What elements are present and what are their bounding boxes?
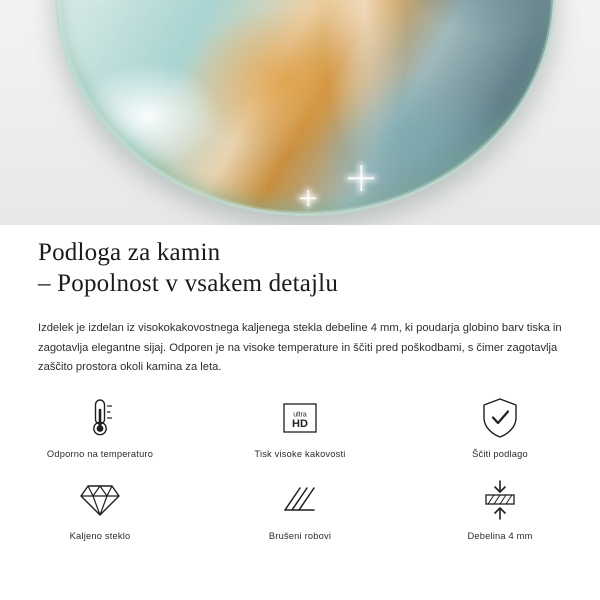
feature-label: Kaljeno steklo [69, 531, 131, 541]
svg-text:ultra: ultra [293, 411, 307, 419]
svg-text:HD: HD [292, 418, 308, 430]
diamond-icon [79, 477, 121, 523]
marble-artwork [58, 0, 553, 213]
feature-grid [0, 395, 600, 541]
feature-label: Ščiti podlago [472, 449, 528, 459]
hero-image [0, 0, 600, 225]
feature-item-polished-edges [200, 477, 400, 541]
thermometer-icon [83, 395, 117, 441]
feature-item-print-quality [200, 395, 400, 459]
feature-label: Odporno na temperaturo [46, 449, 154, 459]
feature-item-protects-surface [400, 395, 600, 459]
thickness-arrows-icon [480, 477, 520, 523]
feature-item-tempered-glass [0, 477, 200, 541]
polished-edges-icon [280, 477, 320, 523]
ultra-hd-icon [280, 395, 320, 441]
feature-label: Brušeni robovi [268, 531, 332, 541]
shield-check-icon [480, 395, 520, 441]
page-title [0, 225, 600, 299]
headline-line-1: Podloga za kamin [38, 239, 221, 266]
feature-item-temperature [0, 395, 200, 459]
glass-panel-product-image [55, 0, 556, 216]
feature-label: Debelina 4 mm [467, 531, 533, 541]
content-block [0, 225, 600, 378]
feature-label: Tisk visoke kakovosti [254, 449, 346, 459]
description-paragraph: Izdelek je izdelan iz visokokakovostnega kaljenega stekla debeline 4 mm, ki poudarja globino barv tiska in zagotavlja elegantne sijaj. Odporen je na visoke temperature in ščiti pred poškodbami, s čimer zagotavlja zaščito prostora okoli kamina za leta. [38, 322, 562, 373]
headline-line-2: – Popolnost v vsakem detajlu [38, 270, 339, 297]
feature-item-thickness [400, 477, 600, 541]
